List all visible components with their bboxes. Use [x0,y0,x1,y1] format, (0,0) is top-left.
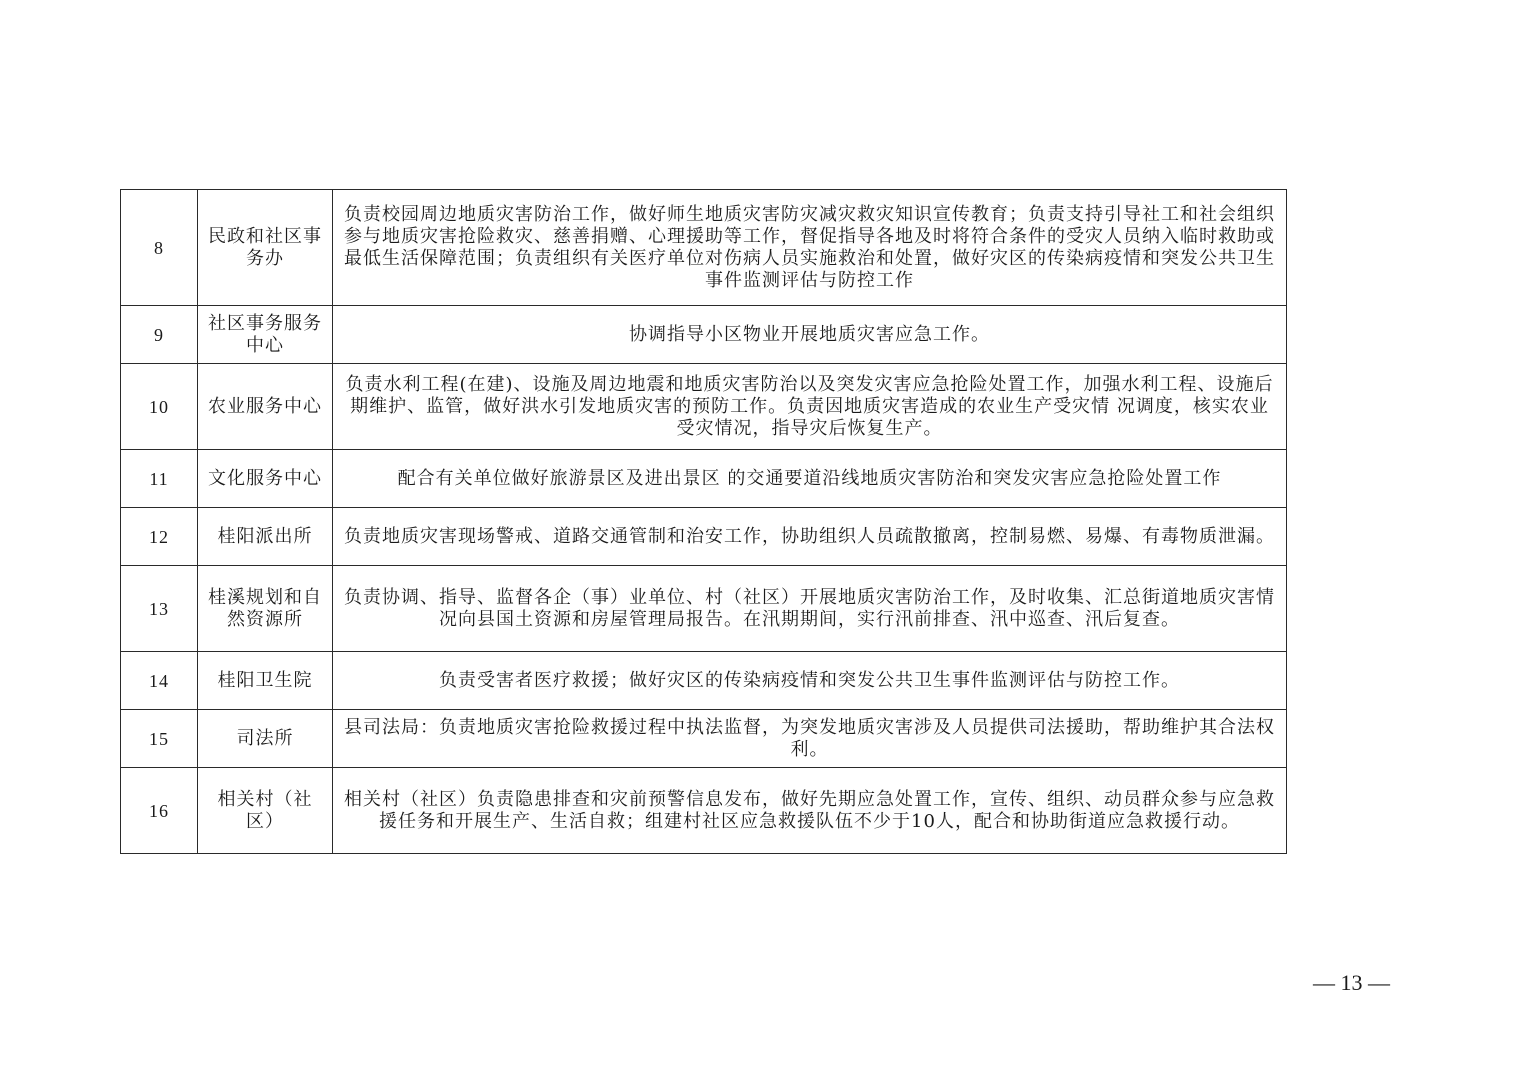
row-number: 13 [121,566,198,652]
department-name: 桂阳卫生院 [198,652,333,710]
row-number: 11 [121,450,198,508]
duty-description: 负责水利工程(在建)、设施及周边地震和地质灾害防治以及突发灾害应急抢险处置工作，加强水利工程、设施后期维护、监管，做好洪水引发地质灾害的预防工作。负责因地质灾害造成的农业生产受灾情 况调度，核实农业受灾情况，指导灾后恢复生产。 [333,364,1287,450]
duty-description: 负责校园周边地质灾害防治工作，做好师生地质灾害防灾减灾救灾知识宣传教育；负责支持引导社工和社会组织参与地质灾害抢险救灾、慈善捐赠、心理援助等工作，督促指导各地及时将符合条件的受灾人员纳入临时救助或最低生活保障范围；负责组织有关医疗单位对伤病人员实施救治和处置，做好灾区的传染病疫情和突发公共卫生事件监测评估与防控工作 [333,190,1287,306]
duty-description: 配合有关单位做好旅游景区及进出景区 的交通要道沿线地质灾害防治和突发灾害应急抢险处置工作 [333,450,1287,508]
duty-description: 负责地质灾害现场警戒、道路交通管制和治安工作，协助组织人员疏散撤离，控制易燃、易爆、有毒物质泄漏。 [333,508,1287,566]
duty-description: 负责协调、指导、监督各企（事）业单位、村（社区）开展地质灾害防治工作，及时收集、汇总街道地质灾害情况向县国土资源和房屋管理局报告。在汛期期间，实行汛前排查、汛中巡查、汛后复查。 [333,566,1287,652]
department-name: 相关村（社区） [198,768,333,854]
duty-description: 县司法局：负责地质灾害抢险救援过程中执法监督，为突发地质灾害涉及人员提供司法援助，帮助维护其合法权利。 [333,710,1287,768]
department-name: 民政和社区事务办 [198,190,333,306]
table-row [121,306,1287,364]
table-row [121,508,1287,566]
row-number: 16 [121,768,198,854]
duty-description: 相关村（社区）负责隐患排查和灾前预警信息发布，做好先期应急处置工作，宣传、组织、动员群众参与应急救援任务和开展生产、生活自救；组建村社区应急救援队伍不少于10人，配合和协助街道应急救援行动。 [333,768,1287,854]
department-name: 司法所 [198,710,333,768]
table-row [121,566,1287,652]
row-number: 8 [121,190,198,306]
table-row [121,768,1287,854]
table-row [121,364,1287,450]
duty-description: 负责受害者医疗救援；做好灾区的传染病疫情和突发公共卫生事件监测评估与防控工作。 [333,652,1287,710]
table-row [121,710,1287,768]
department-name: 社区事务服务中心 [198,306,333,364]
row-number: 15 [121,710,198,768]
table-row [121,190,1287,306]
responsibility-table [120,189,1287,854]
row-number: 10 [121,364,198,450]
table-row [121,450,1287,508]
department-name: 农业服务中心 [198,364,333,450]
page-number: — 13 — [1313,970,1390,995]
row-number: 12 [121,508,198,566]
department-name: 桂阳派出所 [198,508,333,566]
department-name: 桂溪规划和自然资源所 [198,566,333,652]
table-row [121,652,1287,710]
department-name: 文化服务中心 [198,450,333,508]
row-number: 9 [121,306,198,364]
row-number: 14 [121,652,198,710]
duty-description: 协调指导小区物业开展地质灾害应急工作。 [333,306,1287,364]
